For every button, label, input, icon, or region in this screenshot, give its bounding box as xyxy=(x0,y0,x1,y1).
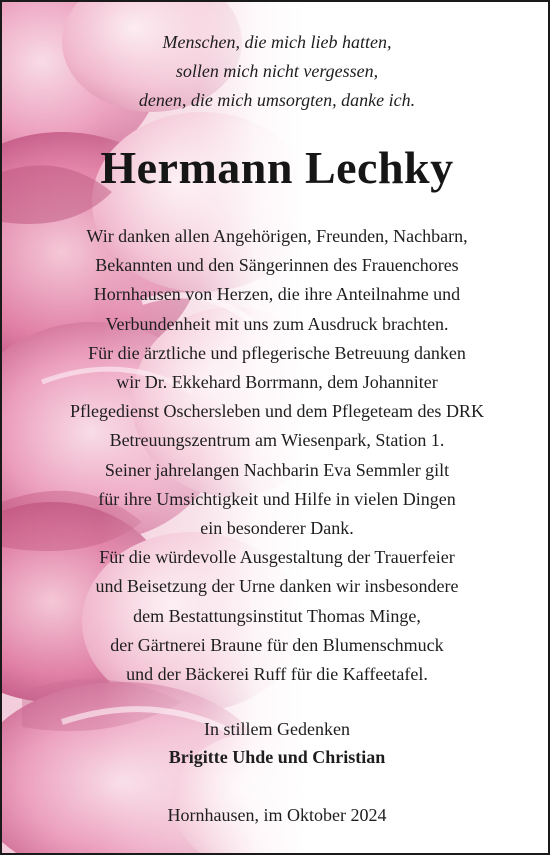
thanks-line: Wir danken allen Angehörigen, Freunden, Nachbarn, xyxy=(86,226,468,246)
thanks-line: für ihre Umsichtigkeit und Hilfe in vielen Dingen xyxy=(98,488,456,509)
thanks-line: Verbundenheit mit uns zum Ausdruck brachten. xyxy=(105,313,449,334)
thanks-line: Pflegedienst Oschersleben und dem Pflegeteam des DRK xyxy=(70,401,484,422)
thanks-line: Für die würdevolle Ausgestaltung der Trauerfeier xyxy=(99,547,455,568)
thanks-line: wir Dr. Ekkehard Borrmann, dem Johanniter xyxy=(116,372,438,393)
thanks-line: Bekannten und den Sängerinnen des Frauenchores xyxy=(95,255,459,276)
memorial-quote xyxy=(2,28,550,115)
thanks-line: Hornhausen von Herzen, die ihre Anteilnahme und xyxy=(93,284,461,305)
thanks-text xyxy=(2,222,550,689)
thanks-line: und der Bäckerei Ruff für die Kaffeetafel. xyxy=(126,664,428,685)
thanks-line: ein besonderer Dank. xyxy=(200,518,354,539)
quote-line: Menschen, die mich lieb hatten, xyxy=(162,32,392,52)
in-memory-line: In stillem Gedenken xyxy=(204,719,350,739)
thanks-line: Betreuungszentrum am Wiesenpark, Station 1. xyxy=(109,430,445,451)
notice-content xyxy=(2,2,550,855)
deceased-name: Hermann Lechky xyxy=(100,142,454,193)
thanks-line: und Beisetzung der Urne danken wir insbesondere xyxy=(95,576,459,597)
thanks-line: dem Bestattungsinstitut Thomas Minge, xyxy=(133,605,421,626)
quote-line: sollen mich nicht vergessen, xyxy=(175,61,379,81)
signers: Brigitte Uhde und Christian xyxy=(168,747,386,767)
thanks-line: Seiner jahrelangen Nachbarin Eva Semmler gilt xyxy=(104,459,450,480)
quote-line: denen, die mich umsorgten, danke ich. xyxy=(138,90,416,110)
thanks-line: der Gärtnerei Braune für den Blumenschmuck xyxy=(110,634,444,655)
thanks-line: Für die ärztliche und pflegerische Betreuung danken xyxy=(88,342,466,363)
place-date: Hornhausen, im Oktober 2024 xyxy=(167,805,387,825)
